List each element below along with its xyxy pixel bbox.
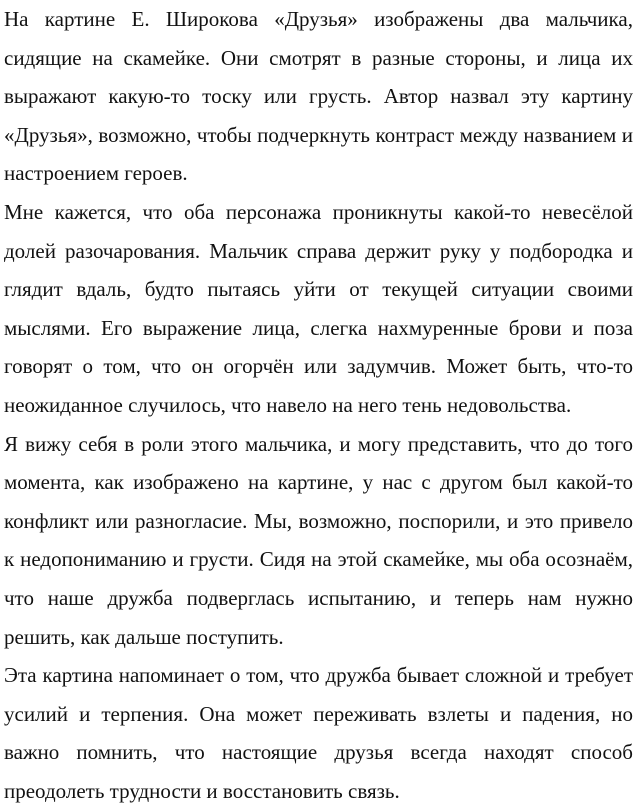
paragraph-4: Эта картина напоминает о том, что дружба бывает сложной и требует усилий и терпения. Она может переживать взлеты и падения, но важно помнить, что настоящие друзья всегда находят способ преодолеть трудности и восстановить связь.: [4, 663, 633, 803]
paragraph-3: Я вижу себя в роли этого мальчика, и могу представить, что до того момента, как изображено на картине, у нас с другом был какой-то конфликт или разногласие. Мы, возможно, поспорили, и это привело к недопониманию и грусти. Сидя на этой скамейке, мы оба осознаём, что наше дружба подверглась испытанию, и теперь нам нужно решить, как дальше поступить.: [4, 431, 633, 649]
paragraph-2: Мне кажется, что оба персонажа проникнуты какой-то невесёлой долей разочарования. Мальчик справа держит руку у подбородка и глядит вдаль, будто пытаясь уйти от текущей ситуации своими мыслями. Его выражение лица, слегка нахмуренные брови и поза говорят о том, что он огорчён или задумчив. Может быть, что-то неожиданное случилось, что навело на него тень недовольства.: [4, 199, 633, 417]
document-body: [4, 0, 633, 810]
paragraph-1: На картине Е. Широкова «Друзья» изображены два мальчика, сидящие на скамейке. Они смотрят в разные стороны, и лица их выражают какую-то тоску или грусть. Автор назвал эту картину «Друзья», возможно, чтобы подчеркнуть контраст между названием и настроением героев.: [4, 7, 633, 186]
